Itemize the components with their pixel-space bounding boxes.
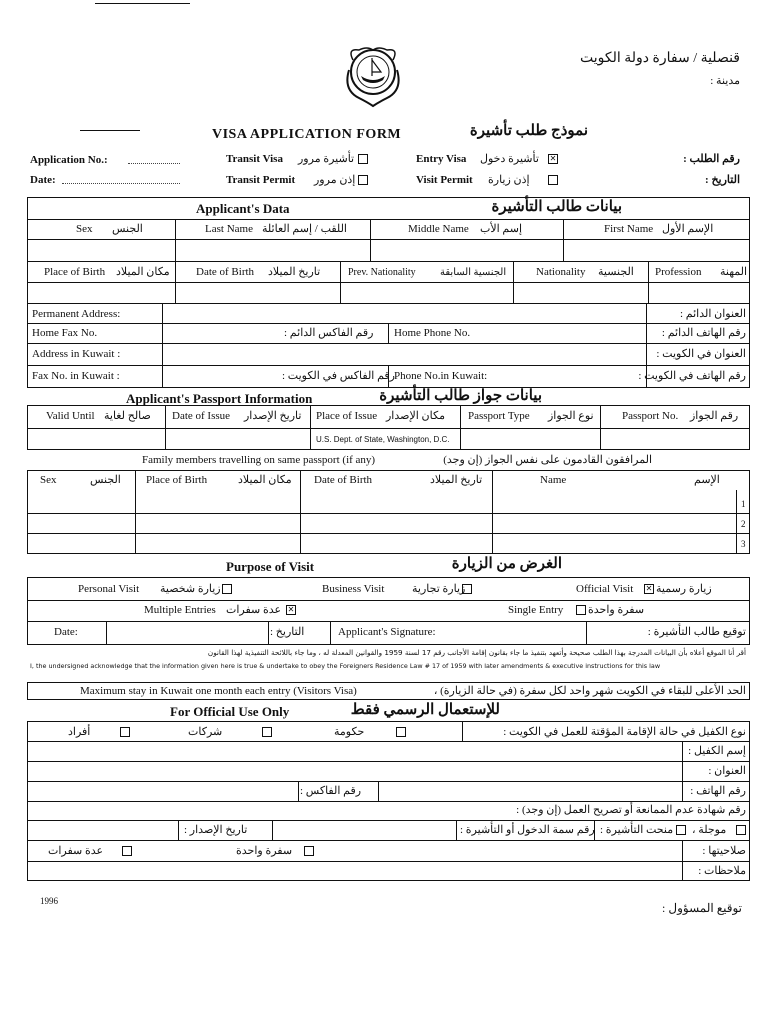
visa-granted-ar: منحت التأشيرة : — [600, 824, 674, 836]
multiple-entries-official-ar: عدة سفرات — [48, 845, 104, 857]
individuals-ar: أفراد — [68, 726, 91, 738]
official-visit-ar: زيارة رسمية — [656, 583, 712, 595]
entry-visa-ar: تأشيرة دخول — [480, 153, 539, 165]
family-dob-ar: تاريخ الميلاد — [430, 474, 483, 486]
max-stay-ar: الحد الأعلى للبقاء في الكويت شهر واحد لكل سفرة (في حالة الزيارة) ، — [433, 685, 746, 697]
date-signature-label: Date: — [54, 626, 78, 638]
application-no-field[interactable] — [128, 155, 180, 164]
purpose-title-ar: الغرض من الزيارة — [451, 556, 562, 572]
family-row-number: 1 — [741, 499, 746, 509]
business-visit-label: Business Visit — [322, 583, 385, 595]
fax-kuwait-ar: رقم الفاكس في الكويت : — [282, 370, 395, 382]
purpose-title-en: Purpose of Visit — [226, 559, 315, 574]
referred-ar: موجلة ، — [692, 824, 727, 836]
applicant-data-title-en: Applicant's Data — [196, 201, 290, 216]
visit-permit-label: Visit Permit — [416, 174, 473, 186]
date-of-issue-label: Date of Issue — [172, 410, 231, 422]
notes-ar: ملاحظات : — [698, 865, 746, 877]
family-pob-ar: مكان الميلاد — [238, 474, 292, 486]
form-code: 1996 — [40, 896, 58, 906]
official-title-en: For Official Use Only — [170, 704, 290, 719]
date-field[interactable] — [62, 175, 180, 184]
official-phone-ar: رقم الهاتف : — [690, 785, 746, 797]
issued-by-value: U.S. Dept. of State, Washington, D.C. — [316, 435, 450, 444]
applicant-signature-label: Applicant's Signature: — [338, 626, 436, 638]
form-title-en: VISA APPLICATION FORM — [212, 127, 402, 142]
valid-until-ar: صالح لغاية — [104, 410, 151, 422]
government-checkbox[interactable] — [396, 727, 406, 737]
family-row-number: 3 — [741, 539, 746, 549]
multiple-entries-ar: عدة سفرات — [226, 604, 282, 616]
scan-line — [80, 130, 140, 131]
date-signature-ar: التاريخ : — [270, 626, 305, 638]
validity-ar: صلاحيتها : — [702, 845, 746, 857]
phone-kuwait-ar: رقم الهاتف في الكويت : — [638, 370, 746, 382]
home-phone-ar: رقم الهاتف الدائم : — [661, 327, 746, 339]
date-label: Date: — [30, 174, 56, 186]
address-kuwait-ar: العنوان في الكويت : — [656, 348, 746, 360]
companies-ar: شركات — [188, 726, 223, 738]
family-sex-ar: الجنس — [90, 474, 121, 486]
nationality-label: Nationality — [536, 266, 586, 278]
application-no-label: Application No.: — [30, 154, 108, 166]
middle-name-label: Middle Name — [408, 223, 469, 235]
first-name-ar: الإسم الأول — [662, 223, 714, 235]
single-entry-ar: سفرة واحدة — [588, 604, 645, 616]
official-address-ar: العنوان : — [708, 765, 746, 777]
passport-title-en: Applicant's Passport Information — [126, 391, 313, 406]
passport-type-ar: نوع الجواز — [548, 410, 594, 422]
visa-granted-checkbox[interactable] — [676, 825, 686, 835]
family-sex-label: Sex — [40, 474, 57, 486]
family-name-label: Name — [540, 474, 567, 486]
companies-checkbox[interactable] — [262, 727, 272, 737]
home-fax-ar: رقم الفاكس الدائم : — [284, 327, 374, 339]
profession-label: Profession — [655, 266, 702, 278]
entry-visa-label: Entry Visa — [416, 153, 467, 165]
profession-ar: المهنة — [720, 266, 748, 278]
personal-visit-label: Personal Visit — [78, 583, 140, 595]
transit-visa-label: Transit Visa — [226, 153, 283, 165]
address-kuwait-label: Address in Kuwait : — [32, 348, 121, 360]
personal-visit-checkbox[interactable] — [222, 584, 232, 594]
kuwait-emblem-icon — [337, 40, 409, 112]
transit-permit-ar: إذن مرور — [314, 174, 356, 186]
single-entry-checkbox[interactable] — [576, 605, 586, 615]
last-name-label: Last Name — [205, 223, 253, 235]
declaration-en: I, the undersigned acknowledge that the information given here is true & undertake to obey the Foreigners Residence Law # 17 of 1959 with later amendments & executive instructions for this law — [30, 662, 661, 670]
passport-no-ar: رقم الجواز — [690, 410, 739, 422]
home-phone-label: Home Phone No. — [394, 327, 471, 339]
prev-nationality-label: Prev. Nationality — [348, 267, 416, 278]
place-of-birth-label: Place of Birth — [44, 266, 106, 278]
entry-visa-checkbox[interactable]: ✕ — [549, 154, 557, 163]
date-ar: التاريخ : — [705, 174, 740, 186]
official-visit-checkbox[interactable]: ✕ — [645, 584, 653, 593]
personal-visit-ar: زيارة شخصية — [160, 583, 221, 595]
family-title-ar: المرافقون القادمون على نفس الجواز (إن وجد) — [443, 454, 652, 466]
family-dob-label: Date of Birth — [314, 474, 373, 486]
date-of-birth-label: Date of Birth — [196, 266, 255, 278]
middle-name-ar: إسم الأب — [480, 223, 523, 235]
sex-ar: الجنس — [112, 223, 143, 235]
city-label: مدينة : — [710, 75, 740, 87]
visit-permit-checkbox[interactable] — [548, 175, 558, 185]
application-no-ar: رقم الطلب : — [683, 153, 740, 165]
single-entry-official-ar: سفرة واحدة — [236, 845, 293, 857]
scan-line — [95, 3, 190, 4]
multiple-entries-checkbox[interactable]: ✕ — [287, 605, 295, 614]
family-title-en: Family members travelling on same passport (if any) — [142, 454, 376, 466]
multiple-official-checkbox[interactable] — [122, 846, 132, 856]
transit-permit-label: Transit Permit — [226, 174, 296, 186]
official-visit-label: Official Visit — [576, 583, 634, 595]
official-signature-ar: توقيع المسؤول : — [662, 901, 742, 915]
place-of-birth-ar: مكان الميلاد — [116, 266, 170, 278]
place-of-issue-ar: مكان الإصدار — [386, 410, 445, 422]
family-name-ar: الإسم — [694, 474, 720, 486]
first-name-label: First Name — [604, 223, 654, 235]
transit-permit-checkbox[interactable] — [358, 175, 368, 185]
transit-visa-ar: تأشيرة مرور — [298, 153, 355, 165]
family-pob-label: Place of Birth — [146, 474, 208, 486]
date-of-issue-ar: تاريخ الإصدار — [244, 410, 302, 422]
sponsor-name-ar: إسم الكفيل : — [688, 745, 746, 757]
permanent-address-ar: العنوان الدائم : — [679, 308, 746, 320]
single-entry-label: Single Entry — [508, 604, 564, 616]
sex-label: Sex — [76, 223, 93, 235]
passport-no-label: Passport No. — [622, 410, 679, 422]
passport-type-label: Passport Type — [468, 410, 530, 422]
permanent-address-label: Permanent Address: — [32, 308, 121, 320]
entry-visa-no-ar: رقم سمة الدخول أو التأشيرة : — [460, 824, 595, 836]
phone-kuwait-label: Phone No.in Kuwait: — [394, 370, 488, 382]
passport-title-ar: بيانات جواز طالب التأشيرة — [379, 388, 542, 404]
applicant-signature-ar: توقيع طالب التأشيرة : — [647, 626, 746, 638]
place-of-issue-label: Place of Issue — [316, 410, 378, 422]
max-stay-en: Maximum stay in Kuwait one month each entry (Visitors Visa) — [80, 685, 357, 697]
individuals-checkbox[interactable] — [120, 727, 130, 737]
fax-kuwait-label: Fax No. in Kuwait : — [32, 370, 120, 382]
declaration-ar: أقر أنا الموقع أعلاه بأن البيانات المدرجة بهذا الطلب صحيحة وأتعهد بتنفيذ ما جاء بقانون إقامة الأجانب رقم 17 لسنة 1959 والقوانين المعدلة له ، وما جاء باللائحة التنفيذية لهذا القانون — [207, 648, 746, 657]
single-official-checkbox[interactable] — [304, 846, 314, 856]
home-fax-label: Home Fax No. — [32, 327, 98, 339]
last-name-ar: اللقب / إسم العائلة — [262, 223, 347, 235]
family-row-number: 2 — [741, 519, 746, 529]
consulate-label: قنصلية / سفارة دولة الكويت — [579, 51, 740, 66]
issue-date-ar: تاريخ الإصدار : — [184, 824, 248, 836]
applicant-data-title-ar: بيانات طالب التأشيرة — [491, 199, 622, 215]
official-title-ar: للإستعمال الرسمي فقط — [350, 702, 500, 718]
visit-permit-ar: إذن زيارة — [488, 174, 530, 186]
no-objection-ar: رقم شهادة عدم الممانعة أو تصريح العمل (إن وجد) : — [516, 804, 746, 816]
government-ar: حكومة — [334, 726, 365, 738]
valid-until-label: Valid Until — [46, 410, 95, 422]
prev-nationality-ar: الجنسية السابقة — [440, 267, 507, 278]
form-title-ar: نموذج طلب تأشيرة — [469, 123, 588, 139]
nationality-ar: الجنسية — [598, 266, 634, 278]
business-visit-ar: زيارة تجارية — [412, 583, 466, 595]
referred-checkbox[interactable] — [736, 825, 746, 835]
sponsor-type-ar: نوع الكفيل في حالة الإقامة المؤقتة للعمل في الكويت : — [503, 726, 746, 738]
multiple-entries-label: Multiple Entries — [144, 604, 216, 616]
official-fax-ar: رقم الفاكس : — [300, 785, 362, 797]
transit-visa-checkbox[interactable] — [358, 154, 368, 164]
date-of-birth-ar: تاريخ الميلاد — [268, 266, 321, 278]
business-visit-checkbox[interactable] — [462, 584, 472, 594]
